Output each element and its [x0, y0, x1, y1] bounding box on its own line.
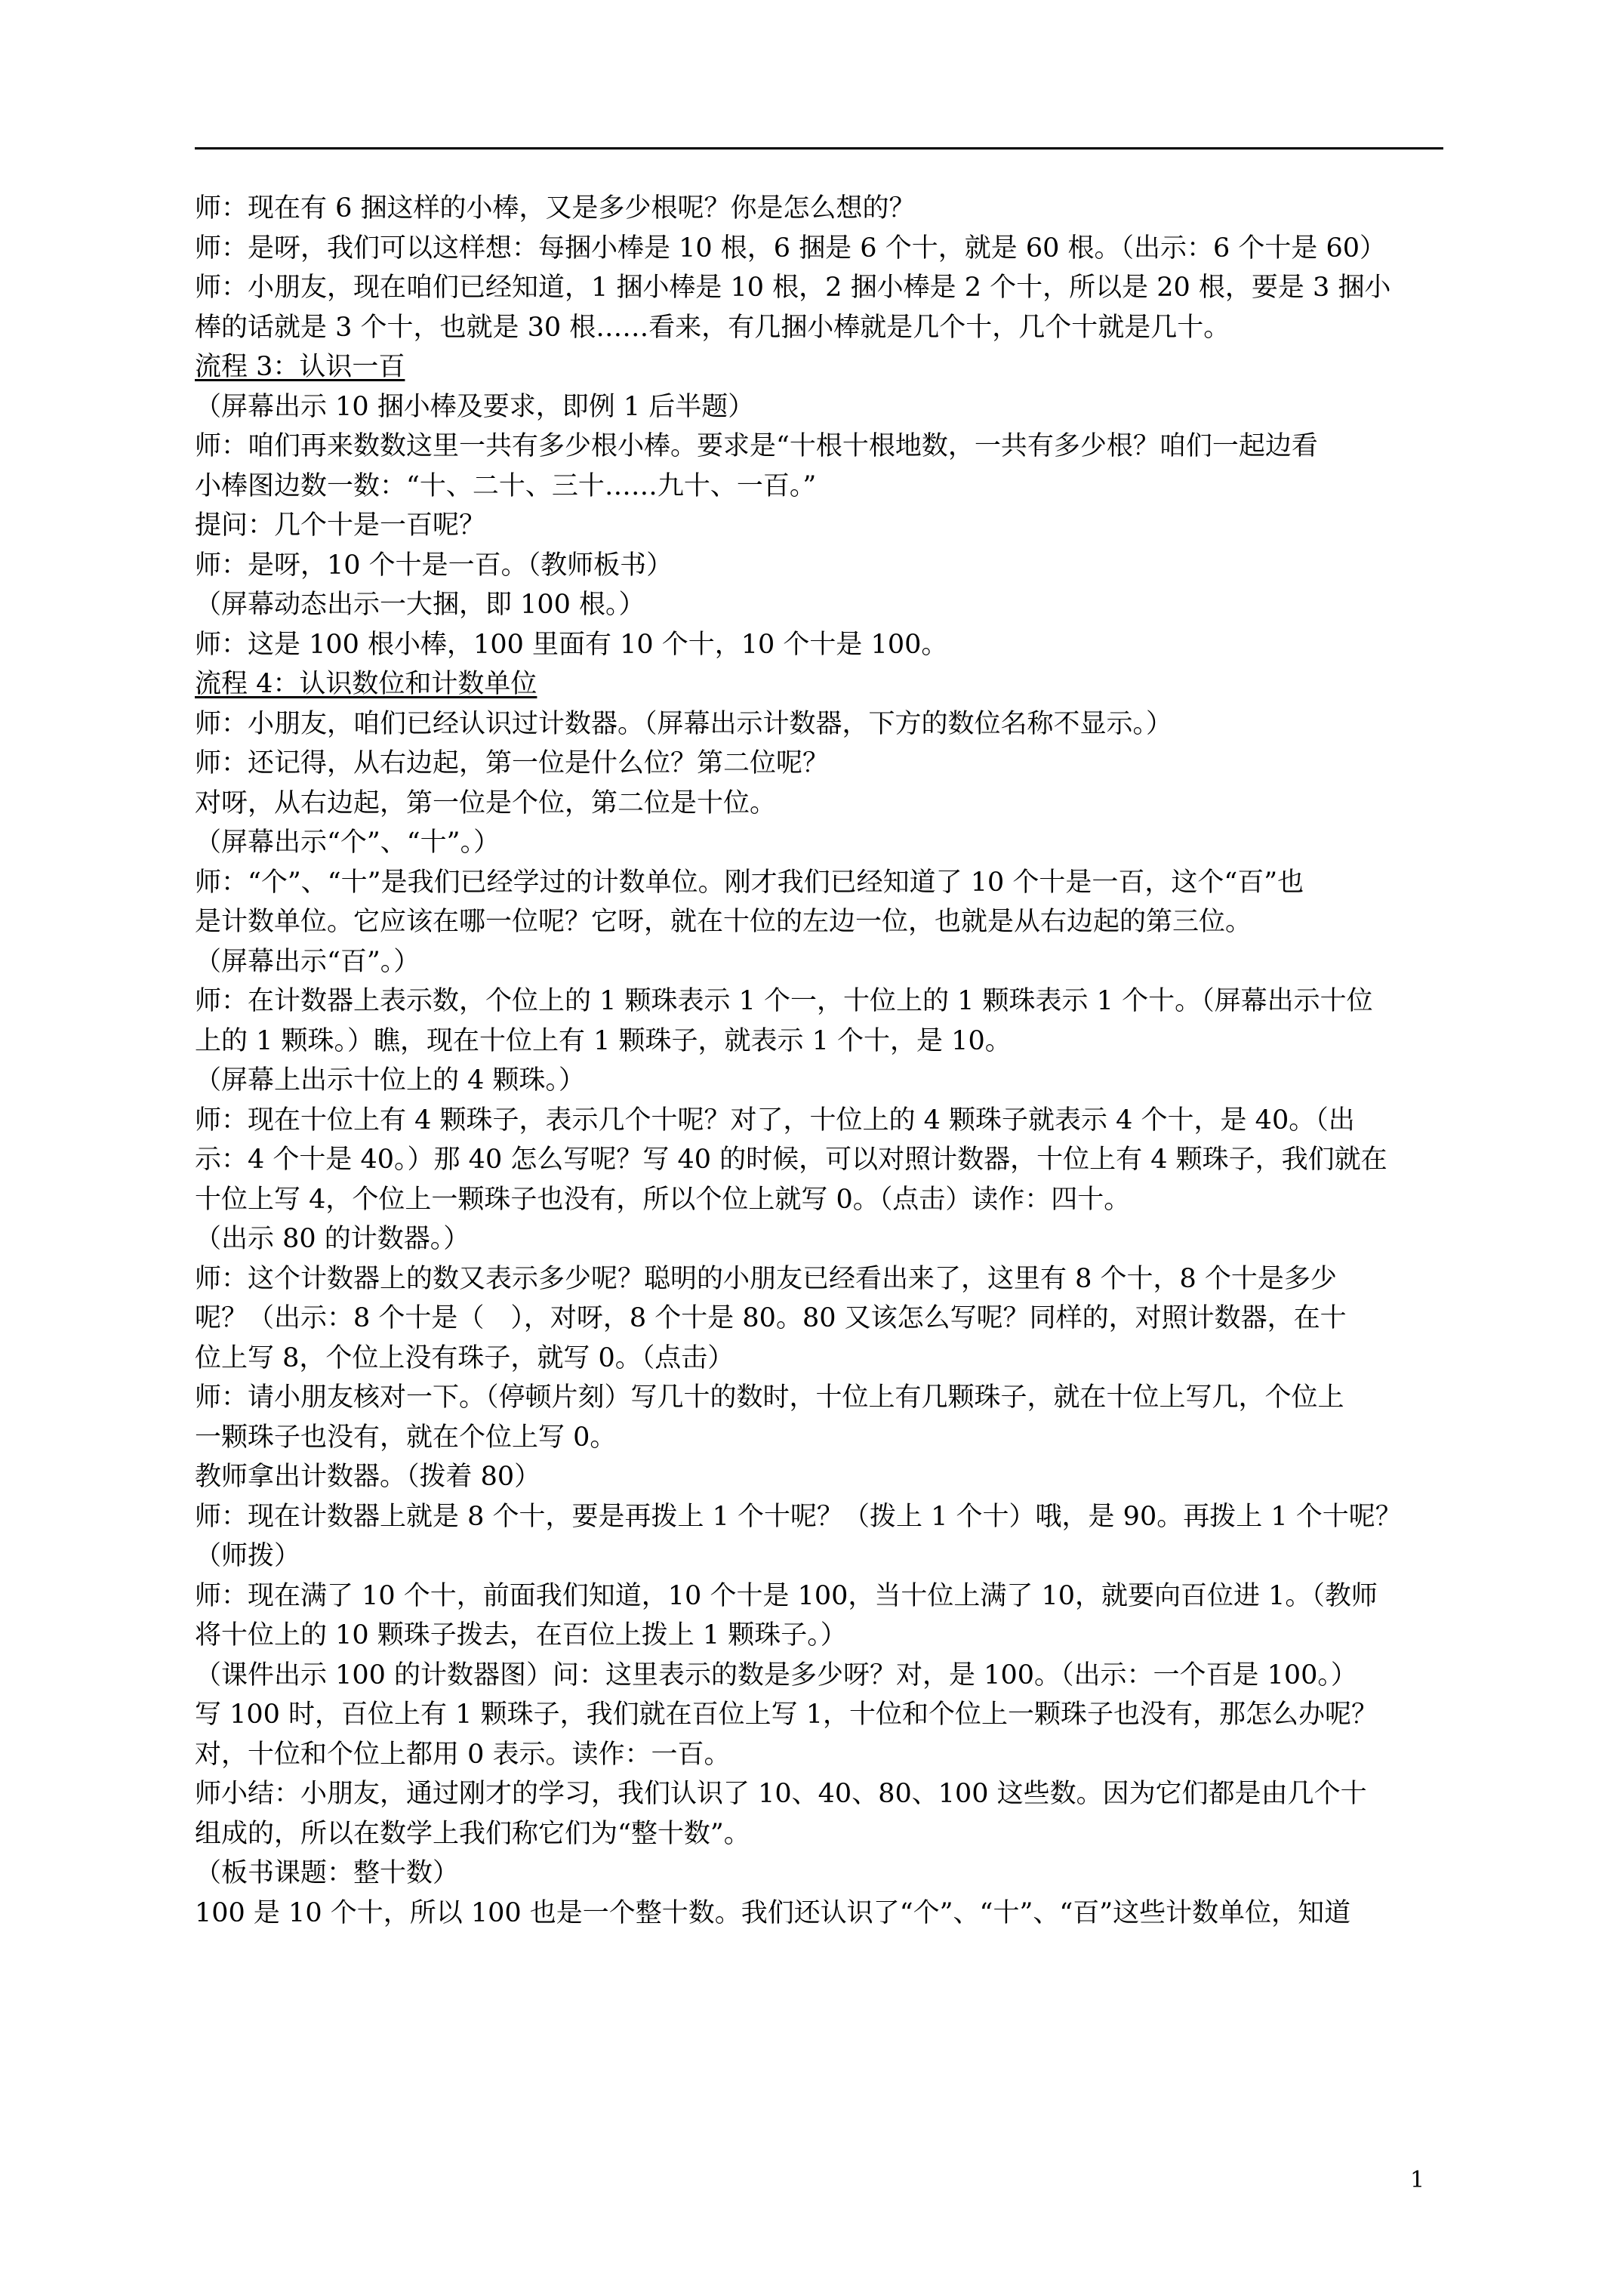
- text-line: 师：现在十位上有 4 颗珠子，表示几个十呢？对了，十位上的 4 颗珠子就表示 4 个十，是 40。（出: [195, 1105, 1355, 1136]
- text-line: 上的 1 颗珠。）瞧，现在十位上有 1 颗珠子，就表示 1 个十，是 10。: [195, 1025, 1012, 1056]
- text-line: 教师拿出计数器。（拨着 80）: [195, 1462, 541, 1492]
- text-line: 师：“个”、“十”是我们已经学过的计数单位。刚才我们已经知道了 10 个十是一百，这个“百”也: [195, 867, 1304, 898]
- text-line: 将十位上的 10 颗珠子拨去，在百位上拨上 1 颗珠子。）: [195, 1620, 847, 1650]
- text-line: （屏幕上出示十位上的 4 颗珠。）: [195, 1065, 586, 1096]
- text-line: 师：小朋友，咱们已经认识过计数器。（屏幕出示计数器，下方的数位名称不显示。）: [195, 708, 1173, 739]
- text-line: 师：这个计数器上的数又表示多少呢？聪明的小朋友已经看出来了，这里有 8 个十，8 个十是多少: [195, 1263, 1337, 1294]
- text-line: 对，十位和个位上都用 0 表示。读作：一百。: [195, 1739, 731, 1770]
- text-line: （师拨）: [195, 1541, 301, 1571]
- text-line: （板书课题：整十数）: [195, 1858, 460, 1888]
- text-line: （屏幕动态出示一大捆，即 100 根。）: [195, 590, 645, 620]
- text-line: 师：是呀，10 个十是一百。（教师板书）: [195, 550, 673, 581]
- text-line: 组成的，所以在数学上我们称它们为“整十数”。: [195, 1818, 750, 1849]
- text-line: 示：4 个十是 40。）那 40 怎么写呢？写 40 的时候，可以对照计数器，十位上有 4 颗珠子，我们就在: [195, 1145, 1387, 1175]
- text-line: （出示 80 的计数器。）: [195, 1224, 470, 1254]
- text-line: 一颗珠子也没有，就在个位上写 0。: [195, 1422, 617, 1453]
- header-rule: [195, 147, 1443, 149]
- text-line: 十位上写 4，个位上一颗珠子也没有，所以个位上就写 0。（点击）读作：四十。: [195, 1184, 1131, 1215]
- text-line: 师：在计数器上表示数，个位上的 1 颗珠表示 1 个一，十位上的 1 颗珠表示 1 个十。（屏幕出示十位: [195, 986, 1373, 1016]
- text-line: 棒的话就是 3 个十，也就是 30 根……看来，有几捆小棒就是几个十，几个十就是几十。: [195, 312, 1230, 343]
- text-line: 师：现在有 6 捆这样的小棒，又是多少根呢？你是怎么想的？: [195, 193, 916, 223]
- text-line: 呢？（出示：8 个十是（ ），对呀，8 个十是 80。80 又该怎么写呢？同样的，对照计数器，在十: [195, 1303, 1347, 1333]
- text-line: 师：小朋友，现在咱们已经知道，1 捆小棒是 10 根，2 捆小棒是 2 个十，所以是 20 根，要是 3 捆小: [195, 273, 1391, 303]
- text-line: 师：请小朋友核对一下。（停顿片刻）写几十的数时，十位上有几颗珠子，就在十位上写几，个位上: [195, 1382, 1344, 1413]
- text-line: （屏幕出示“百”。）: [195, 946, 420, 977]
- text-line: 100 是 10 个十，所以 100 也是一个整十数。我们还认识了“个”、“十”、“百”这些计数单位，知道: [195, 1897, 1351, 1928]
- text-line: 是计数单位。它应该在哪一位呢？它呀，就在十位的左边一位，也就是从右边起的第三位。: [195, 907, 1252, 937]
- section-heading: 流程 3：认识一百: [195, 352, 405, 382]
- text-line: 师：现在计数器上就是 8 个十，要是再拨上 1 个十呢？（拨上 1 个十）哦，是 90。再拨上 1 个十呢？: [195, 1501, 1402, 1532]
- text-line: 提问：几个十是一百呢？: [195, 510, 486, 541]
- page-number: 1: [1410, 2167, 1425, 2193]
- text-line: 位上写 8，个位上没有珠子，就写 0。（点击）: [195, 1342, 735, 1373]
- text-line: 师：是呀，我们可以这样想：每捆小棒是 10 根，6 捆是 6 个十，就是 60 根。（出示：6 个十是 60）: [195, 233, 1387, 264]
- section-heading: 流程 4：认识数位和计数单位: [195, 669, 537, 699]
- text-line: 小棒图边数一数：“十、二十、三十……九十、一百。”: [195, 470, 817, 501]
- text-line: 师小结：小朋友，通过刚才的学习，我们认识了 10、40、80、100 这些数。因为它们都是由几个十: [195, 1779, 1367, 1809]
- document-body: [195, 189, 1448, 1933]
- text-line: （屏幕出示 10 捆小棒及要求，即例 1 后半题）: [195, 391, 755, 422]
- text-line: 师：咱们再来数数这里一共有多少根小棒。要求是“十根十根地数，一共有多少根？咱们一起边看: [195, 431, 1318, 461]
- text-line: （屏幕出示“个”、“十”。）: [195, 827, 500, 858]
- text-line: 师：这是 100 根小棒，100 里面有 10 个十，10 个十是 100。: [195, 629, 948, 660]
- text-line: 师：现在满了 10 个十，前面我们知道，10 个十是 100，当十位上满了 10，就要向百位进 1。（教师: [195, 1580, 1378, 1611]
- text-line: 写 100 时，百位上有 1 颗珠子，我们就在百位上写 1，十位和个位上一颗珠子也没有，那怎么办呢？: [195, 1700, 1378, 1730]
- text-line: 对呀，从右边起，第一位是个位，第二位是十位。: [195, 787, 777, 818]
- text-line: （课件出示 100 的计数器图）问：这里表示的数是多少呀？对，是 100。（出示：一个百是 100。）: [195, 1660, 1357, 1690]
- text-line: 师：还记得，从右边起，第一位是什么位？第二位呢？: [195, 748, 830, 778]
